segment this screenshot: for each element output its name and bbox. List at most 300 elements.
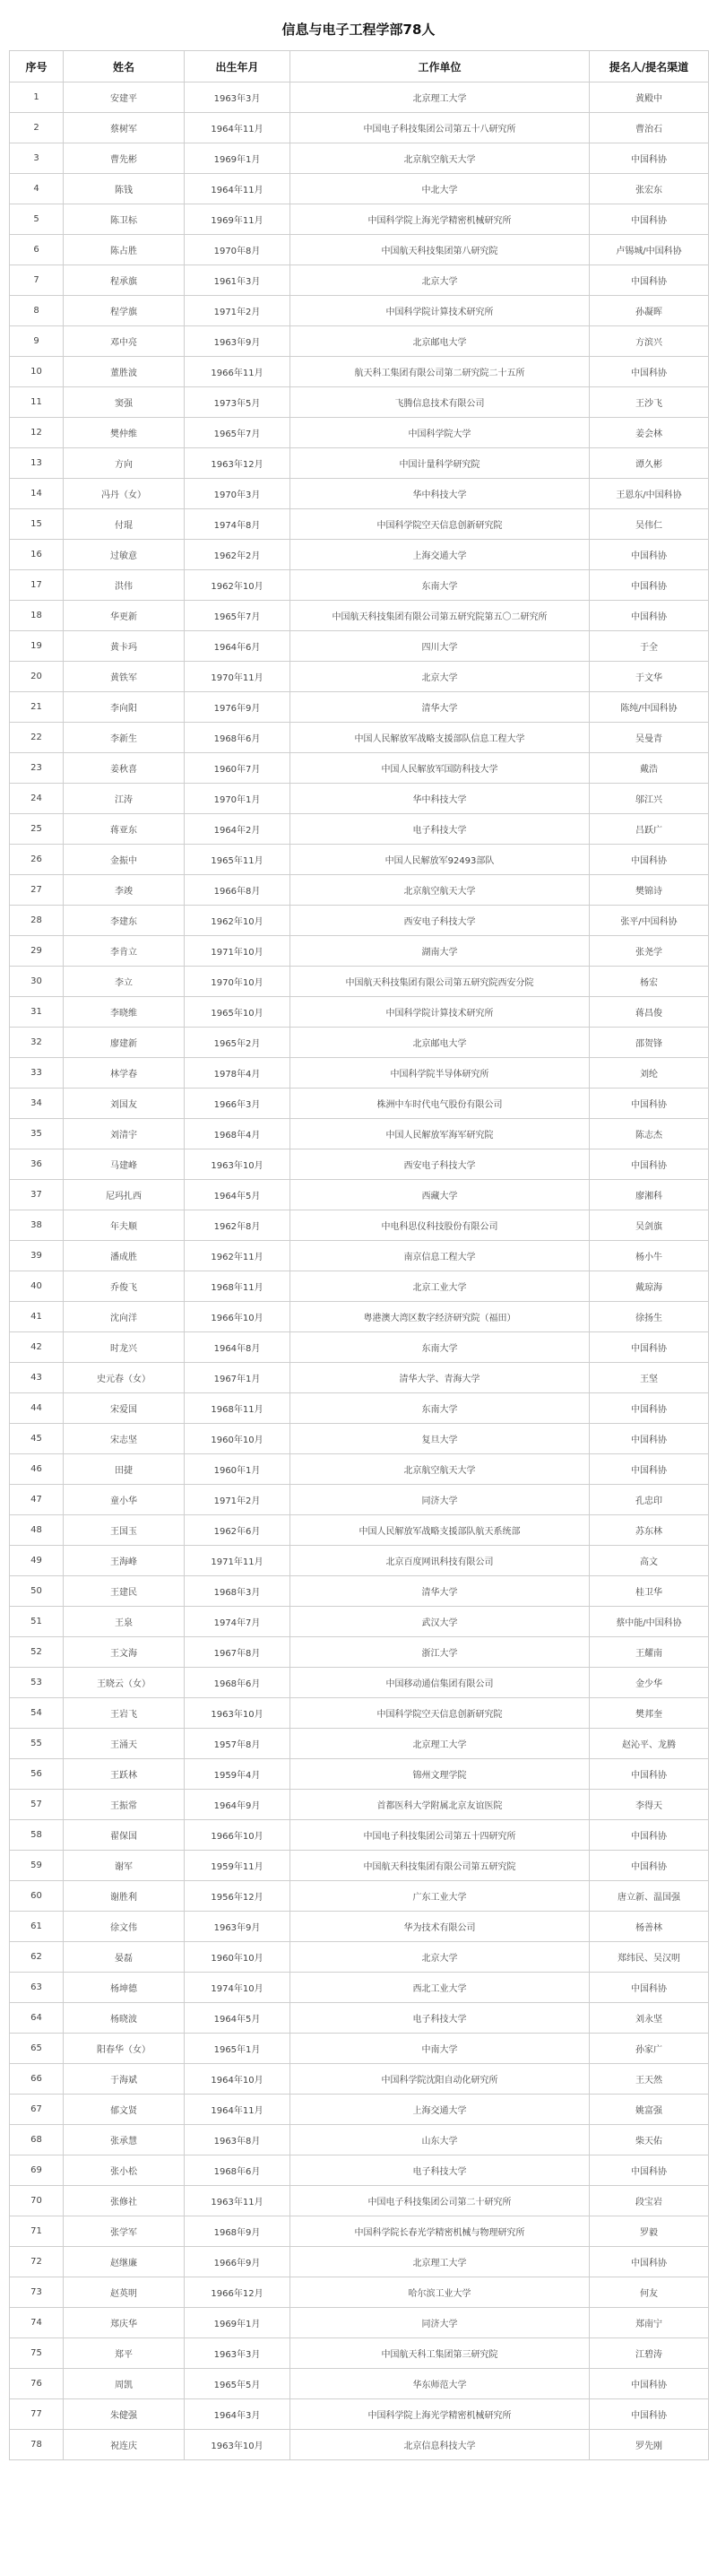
table-row (10, 265, 709, 296)
cell-name: 金振中 (64, 845, 185, 875)
cell-organization: 中国科学院大学 (290, 418, 590, 448)
table-row (10, 2277, 709, 2308)
table-row (10, 143, 709, 174)
cell-name: 谢胜利 (64, 1881, 185, 1912)
cell-nominator: 张尧学 (590, 936, 709, 967)
table-row (10, 1576, 709, 1607)
table-row (10, 1790, 709, 1820)
cell-birth: 1968年11月 (185, 1393, 290, 1424)
table-row (10, 1973, 709, 2003)
cell-birth: 1963年9月 (185, 1912, 290, 1942)
cell-index: 64 (10, 2003, 64, 2034)
cell-nominator: 张平/中国科协 (590, 906, 709, 936)
cell-birth: 1970年11月 (185, 662, 290, 692)
cell-name: 赵继廉 (64, 2247, 185, 2277)
cell-index: 15 (10, 509, 64, 540)
cell-index: 71 (10, 2216, 64, 2247)
cell-organization: 华中科技大学 (290, 784, 590, 814)
cell-index: 31 (10, 997, 64, 1028)
cell-nominator: 中国科协 (590, 1332, 709, 1363)
cell-nominator: 王恩东/中国科协 (590, 479, 709, 509)
cell-organization: 中国科学院沈阳自动化研究所 (290, 2064, 590, 2095)
cell-birth: 1970年8月 (185, 235, 290, 265)
cell-name: 沈向洋 (64, 1302, 185, 1332)
cell-organization: 中国科学院上海光学精密机械研究所 (290, 2399, 590, 2430)
table-row (10, 1363, 709, 1393)
cell-organization: 东南大学 (290, 570, 590, 601)
cell-birth: 1963年11月 (185, 2186, 290, 2216)
cell-nominator: 吴曼青 (590, 723, 709, 753)
table-row (10, 1698, 709, 1729)
table-row (10, 1089, 709, 1119)
table-row (10, 1210, 709, 1241)
cell-nominator: 廖湘科 (590, 1180, 709, 1210)
cell-index: 12 (10, 418, 64, 448)
cell-name: 田捷 (64, 1454, 185, 1485)
cell-name: 于海斌 (64, 2064, 185, 2095)
cell-nominator: 王坚 (590, 1363, 709, 1393)
cell-nominator: 中国科协 (590, 601, 709, 631)
cell-nominator: 中国科协 (590, 265, 709, 296)
table-row (10, 479, 709, 509)
cell-organization: 西安电子科技大学 (290, 906, 590, 936)
cell-nominator: 罗毅 (590, 2216, 709, 2247)
cell-birth: 1968年9月 (185, 2216, 290, 2247)
cell-name: 方向 (64, 448, 185, 479)
cell-nominator: 柴天佑 (590, 2125, 709, 2155)
table-row (10, 997, 709, 1028)
cell-organization: 华中科技大学 (290, 479, 590, 509)
cell-name: 李新生 (64, 723, 185, 753)
cell-organization: 浙江大学 (290, 1637, 590, 1668)
cell-index: 34 (10, 1089, 64, 1119)
table-row (10, 845, 709, 875)
cell-birth: 1964年9月 (185, 1790, 290, 1820)
cell-index: 37 (10, 1180, 64, 1210)
cell-birth: 1974年10月 (185, 1973, 290, 2003)
table-row (10, 2186, 709, 2216)
cell-nominator: 中国科协 (590, 1759, 709, 1790)
cell-index: 9 (10, 326, 64, 357)
cell-name: 赵英明 (64, 2277, 185, 2308)
cell-nominator: 李得天 (590, 1790, 709, 1820)
table-row (10, 326, 709, 357)
cell-index: 40 (10, 1271, 64, 1302)
header-birth: 出生年月 (185, 51, 290, 82)
cell-nominator: 中国科协 (590, 1851, 709, 1881)
cell-organization: 清华大学 (290, 1576, 590, 1607)
cell-index: 60 (10, 1881, 64, 1912)
cell-nominator: 江碧涛 (590, 2338, 709, 2369)
cell-index: 57 (10, 1790, 64, 1820)
cell-birth: 1965年7月 (185, 418, 290, 448)
table-row (10, 1454, 709, 1485)
cell-nominator: 孔忠印 (590, 1485, 709, 1515)
cell-birth: 1965年10月 (185, 997, 290, 1028)
cell-nominator: 中国科协 (590, 204, 709, 235)
cell-index: 72 (10, 2247, 64, 2277)
cell-name: 杨晓波 (64, 2003, 185, 2034)
cell-index: 76 (10, 2369, 64, 2399)
cell-birth: 1978年4月 (185, 1058, 290, 1089)
cell-birth: 1969年1月 (185, 143, 290, 174)
cell-name: 王涌天 (64, 1729, 185, 1759)
cell-index: 7 (10, 265, 64, 296)
cell-organization: 中国科学院半导体研究所 (290, 1058, 590, 1089)
cell-birth: 1964年5月 (185, 2003, 290, 2034)
cell-nominator: 中国科协 (590, 1393, 709, 1424)
cell-name: 张承慧 (64, 2125, 185, 2155)
cell-organization: 复旦大学 (290, 1424, 590, 1454)
cell-birth: 1963年10月 (185, 1698, 290, 1729)
cell-name: 邓中亮 (64, 326, 185, 357)
cell-birth: 1963年12月 (185, 448, 290, 479)
cell-organization: 中北大学 (290, 174, 590, 204)
table-row (10, 2399, 709, 2430)
cell-name: 郑平 (64, 2338, 185, 2369)
cell-birth: 1967年8月 (185, 1637, 290, 1668)
cell-nominator: 张宏东 (590, 174, 709, 204)
cell-index: 3 (10, 143, 64, 174)
cell-birth: 1962年11月 (185, 1241, 290, 1271)
cell-name: 王跃林 (64, 1759, 185, 1790)
cell-nominator: 孙凝晖 (590, 296, 709, 326)
cell-nominator: 孙家广 (590, 2034, 709, 2064)
table-row (10, 1241, 709, 1271)
table-row (10, 753, 709, 784)
cell-index: 78 (10, 2430, 64, 2460)
cell-birth: 1965年1月 (185, 2034, 290, 2064)
cell-name: 程承旗 (64, 265, 185, 296)
cell-organization: 株洲中车时代电气股份有限公司 (290, 1089, 590, 1119)
cell-birth: 1962年6月 (185, 1515, 290, 1546)
cell-organization: 北京邮电大学 (290, 1028, 590, 1058)
cell-organization: 湖南大学 (290, 936, 590, 967)
candidate-table (9, 50, 709, 2460)
cell-nominator: 樊锦诗 (590, 875, 709, 906)
table-row (10, 814, 709, 845)
cell-birth: 1960年7月 (185, 753, 290, 784)
cell-birth: 1973年5月 (185, 387, 290, 418)
table-row (10, 1149, 709, 1180)
cell-index: 24 (10, 784, 64, 814)
cell-name: 曹先彬 (64, 143, 185, 174)
table-row (10, 906, 709, 936)
cell-birth: 1971年2月 (185, 296, 290, 326)
cell-birth: 1971年11月 (185, 1546, 290, 1576)
table-row (10, 1271, 709, 1302)
cell-name: 童小华 (64, 1485, 185, 1515)
cell-index: 63 (10, 1973, 64, 2003)
cell-nominator: 苏东林 (590, 1515, 709, 1546)
table-row (10, 1637, 709, 1668)
cell-organization: 中国航天科技集团有限公司第五研究院第五〇二研究所 (290, 601, 590, 631)
cell-name: 朱健强 (64, 2399, 185, 2430)
table-row (10, 448, 709, 479)
cell-birth: 1967年1月 (185, 1363, 290, 1393)
cell-nominator: 于全 (590, 631, 709, 662)
cell-nominator: 吕跃广 (590, 814, 709, 845)
table-row (10, 1851, 709, 1881)
cell-name: 张学军 (64, 2216, 185, 2247)
cell-nominator: 中国科协 (590, 143, 709, 174)
cell-name: 陈占胜 (64, 235, 185, 265)
cell-birth: 1968年11月 (185, 1271, 290, 1302)
cell-organization: 清华大学 (290, 692, 590, 723)
cell-nominator: 中国科协 (590, 2399, 709, 2430)
cell-index: 75 (10, 2338, 64, 2369)
cell-organization: 北京航空航天大学 (290, 143, 590, 174)
header-organization: 工作单位 (290, 51, 590, 82)
cell-organization: 中国航天科技集团第八研究院 (290, 235, 590, 265)
cell-birth: 1964年3月 (185, 2399, 290, 2430)
table-row (10, 967, 709, 997)
cell-organization: 北京航空航天大学 (290, 875, 590, 906)
cell-index: 21 (10, 692, 64, 723)
cell-birth: 1970年10月 (185, 967, 290, 997)
cell-nominator: 唐立新、温国强 (590, 1881, 709, 1912)
cell-name: 尼玛扎西 (64, 1180, 185, 1210)
cell-name: 王文海 (64, 1637, 185, 1668)
cell-organization: 南京信息工程大学 (290, 1241, 590, 1271)
cell-name: 华更新 (64, 601, 185, 631)
table-row (10, 1546, 709, 1576)
table-row (10, 1119, 709, 1149)
cell-index: 50 (10, 1576, 64, 1607)
cell-name: 董胜波 (64, 357, 185, 387)
cell-index: 58 (10, 1820, 64, 1851)
cell-index: 28 (10, 906, 64, 936)
table-row (10, 1485, 709, 1515)
table-row (10, 1302, 709, 1332)
cell-nominator: 戴浩 (590, 753, 709, 784)
cell-name: 谢军 (64, 1851, 185, 1881)
cell-nominator: 罗先刚 (590, 2430, 709, 2460)
cell-organization: 北京工业大学 (290, 1271, 590, 1302)
cell-organization: 中电科思仪科技股份有限公司 (290, 1210, 590, 1241)
cell-nominator: 中国科协 (590, 1454, 709, 1485)
cell-nominator: 刘永坚 (590, 2003, 709, 2034)
cell-name: 王振常 (64, 1790, 185, 1820)
cell-birth: 1963年10月 (185, 2430, 290, 2460)
cell-index: 19 (10, 631, 64, 662)
cell-name: 马建峰 (64, 1149, 185, 1180)
table-row (10, 2003, 709, 2034)
cell-birth: 1970年1月 (185, 784, 290, 814)
cell-organization: 电子科技大学 (290, 814, 590, 845)
cell-name: 黄卡玛 (64, 631, 185, 662)
cell-index: 1 (10, 82, 64, 113)
cell-birth: 1960年10月 (185, 1942, 290, 1973)
cell-birth: 1960年1月 (185, 1454, 290, 1485)
cell-birth: 1963年3月 (185, 82, 290, 113)
cell-nominator: 吴伟仁 (590, 509, 709, 540)
cell-organization: 西安电子科技大学 (290, 1149, 590, 1180)
cell-index: 73 (10, 2277, 64, 2308)
table-row (10, 418, 709, 448)
cell-organization: 中南大学 (290, 2034, 590, 2064)
cell-index: 33 (10, 1058, 64, 1089)
cell-organization: 哈尔滨工业大学 (290, 2277, 590, 2308)
table-row (10, 174, 709, 204)
cell-nominator: 中国科协 (590, 357, 709, 387)
cell-organization: 西北工业大学 (290, 1973, 590, 2003)
table-row (10, 1515, 709, 1546)
cell-organization: 中国科学院长春光学精密机械与物理研究所 (290, 2216, 590, 2247)
table-row (10, 2308, 709, 2338)
table-row (10, 1729, 709, 1759)
cell-nominator: 中国科协 (590, 1149, 709, 1180)
cell-index: 47 (10, 1485, 64, 1515)
cell-nominator: 徐扬生 (590, 1302, 709, 1332)
cell-birth: 1964年10月 (185, 2064, 290, 2095)
cell-name: 翟保国 (64, 1820, 185, 1851)
cell-birth: 1968年4月 (185, 1119, 290, 1149)
cell-name: 时龙兴 (64, 1332, 185, 1363)
cell-index: 27 (10, 875, 64, 906)
table-row (10, 2034, 709, 2064)
cell-name: 年夫顺 (64, 1210, 185, 1241)
table-row (10, 723, 709, 753)
cell-index: 35 (10, 1119, 64, 1149)
cell-organization: 中国科学院计算技术研究所 (290, 997, 590, 1028)
cell-nominator: 杨善林 (590, 1912, 709, 1942)
table-body (10, 82, 709, 2460)
cell-nominator: 樊邦奎 (590, 1698, 709, 1729)
cell-birth: 1970年3月 (185, 479, 290, 509)
cell-name: 郑庆华 (64, 2308, 185, 2338)
table-row (10, 1028, 709, 1058)
cell-organization: 北京大学 (290, 1942, 590, 1973)
cell-index: 23 (10, 753, 64, 784)
cell-birth: 1962年8月 (185, 1210, 290, 1241)
cell-organization: 北京理工大学 (290, 1729, 590, 1759)
cell-birth: 1968年6月 (185, 1668, 290, 1698)
cell-organization: 北京百度网讯科技有限公司 (290, 1546, 590, 1576)
cell-index: 56 (10, 1759, 64, 1790)
cell-organization: 中国航天科技集团有限公司第五研究院西安分院 (290, 967, 590, 997)
cell-organization: 清华大学、青海大学 (290, 1363, 590, 1393)
cell-nominator: 姚富强 (590, 2095, 709, 2125)
cell-index: 4 (10, 174, 64, 204)
cell-organization: 中国电子科技集团公司第五十四研究所 (290, 1820, 590, 1851)
cell-nominator: 中国科协 (590, 2155, 709, 2186)
cell-name: 杨坤德 (64, 1973, 185, 2003)
cell-name: 李向阳 (64, 692, 185, 723)
cell-nominator: 邵贺锋 (590, 1028, 709, 1058)
cell-index: 69 (10, 2155, 64, 2186)
cell-name: 安建平 (64, 82, 185, 113)
cell-name: 蒋亚东 (64, 814, 185, 845)
cell-organization: 华为技术有限公司 (290, 1912, 590, 1942)
cell-organization: 中国科学院空天信息创新研究院 (290, 509, 590, 540)
cell-name: 刘国友 (64, 1089, 185, 1119)
cell-index: 46 (10, 1454, 64, 1485)
cell-index: 74 (10, 2308, 64, 2338)
cell-name: 潘成胜 (64, 1241, 185, 1271)
cell-organization: 电子科技大学 (290, 2155, 590, 2186)
table-row (10, 570, 709, 601)
cell-index: 25 (10, 814, 64, 845)
cell-birth: 1964年5月 (185, 1180, 290, 1210)
cell-nominator: 何友 (590, 2277, 709, 2308)
cell-nominator: 戴琼海 (590, 1271, 709, 1302)
cell-birth: 1965年7月 (185, 601, 290, 631)
cell-organization: 电子科技大学 (290, 2003, 590, 2034)
cell-organization: 北京理工大学 (290, 82, 590, 113)
cell-birth: 1976年9月 (185, 692, 290, 723)
cell-birth: 1968年6月 (185, 723, 290, 753)
cell-index: 52 (10, 1637, 64, 1668)
cell-organization: 四川大学 (290, 631, 590, 662)
cell-name: 张小松 (64, 2155, 185, 2186)
cell-birth: 1971年10月 (185, 936, 290, 967)
cell-index: 55 (10, 1729, 64, 1759)
cell-nominator: 杨小牛 (590, 1241, 709, 1271)
cell-organization: 中国电子科技集团公司第五十八研究所 (290, 113, 590, 143)
cell-nominator: 于文华 (590, 662, 709, 692)
cell-nominator: 中国科协 (590, 1973, 709, 2003)
cell-index: 11 (10, 387, 64, 418)
cell-organization: 中国航天科技集团有限公司第五研究院 (290, 1851, 590, 1881)
cell-index: 53 (10, 1668, 64, 1698)
cell-birth: 1961年3月 (185, 265, 290, 296)
table-row (10, 1881, 709, 1912)
cell-organization: 中国移动通信集团有限公司 (290, 1668, 590, 1698)
cell-index: 54 (10, 1698, 64, 1729)
cell-name: 宋爱国 (64, 1393, 185, 1424)
table-row (10, 875, 709, 906)
cell-birth: 1963年8月 (185, 2125, 290, 2155)
cell-nominator: 王耀南 (590, 1637, 709, 1668)
cell-birth: 1957年8月 (185, 1729, 290, 1759)
cell-name: 宋志坚 (64, 1424, 185, 1454)
cell-index: 62 (10, 1942, 64, 1973)
cell-birth: 1968年3月 (185, 1576, 290, 1607)
page-title: 信息与电子工程学部78人 (281, 22, 436, 38)
cell-nominator: 王沙飞 (590, 387, 709, 418)
cell-birth: 1968年6月 (185, 2155, 290, 2186)
cell-birth: 1965年5月 (185, 2369, 290, 2399)
cell-organization: 上海交通大学 (290, 2095, 590, 2125)
cell-organization: 航天科工集团有限公司第二研究院二十五所 (290, 357, 590, 387)
cell-nominator: 中国科协 (590, 845, 709, 875)
cell-organization: 北京理工大学 (290, 2247, 590, 2277)
cell-index: 70 (10, 2186, 64, 2216)
cell-nominator: 金少华 (590, 1668, 709, 1698)
cell-nominator: 中国科协 (590, 570, 709, 601)
cell-organization: 中国科学院空天信息创新研究院 (290, 1698, 590, 1729)
cell-nominator: 吴剑旗 (590, 1210, 709, 1241)
cell-birth: 1959年11月 (185, 1851, 290, 1881)
cell-organization: 武汉大学 (290, 1607, 590, 1637)
table-row (10, 1058, 709, 1089)
cell-nominator: 王天然 (590, 2064, 709, 2095)
cell-birth: 1964年11月 (185, 2095, 290, 2125)
cell-name: 陈卫标 (64, 204, 185, 235)
cell-index: 32 (10, 1028, 64, 1058)
cell-birth: 1966年10月 (185, 1820, 290, 1851)
cell-organization: 中国人民解放军战略支援部队航天系统部 (290, 1515, 590, 1546)
table-row (10, 1180, 709, 1210)
cell-index: 77 (10, 2399, 64, 2430)
cell-index: 41 (10, 1302, 64, 1332)
table-row (10, 2369, 709, 2399)
cell-organization: 中国科学院计算技术研究所 (290, 296, 590, 326)
table-row (10, 1393, 709, 1424)
cell-organization: 中国人民解放军国防科技大学 (290, 753, 590, 784)
cell-organization: 东南大学 (290, 1332, 590, 1363)
